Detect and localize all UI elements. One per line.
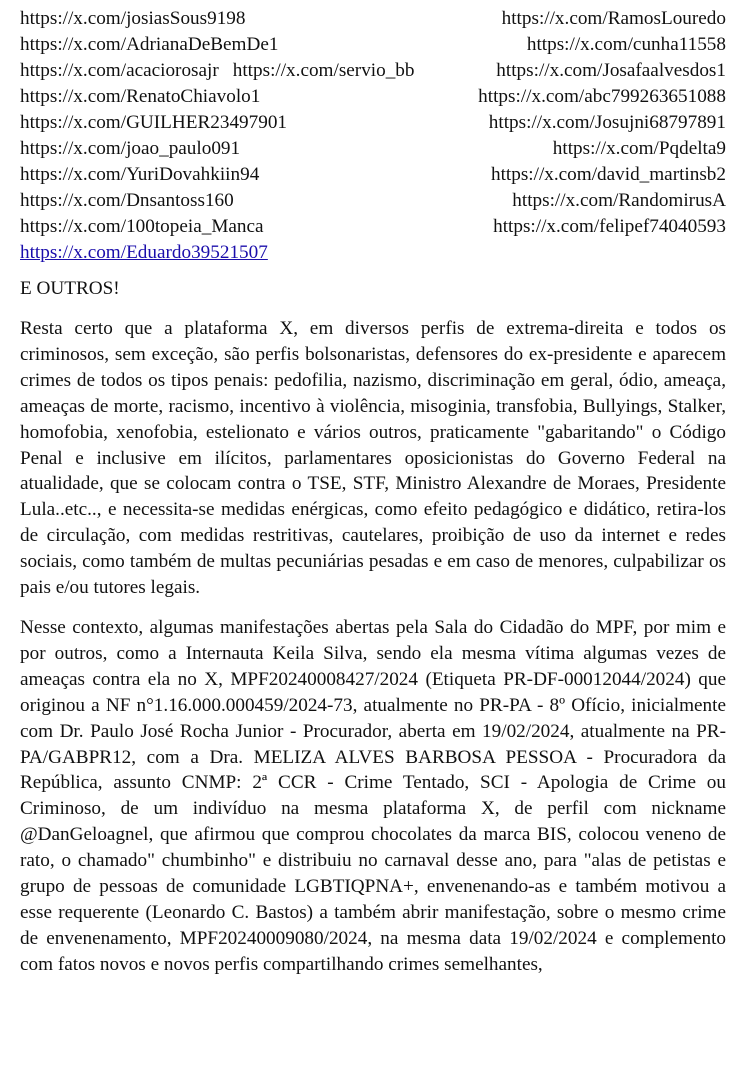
- others-heading: E OUTROS!: [20, 278, 120, 299]
- profile-link[interactable]: https://x.com/cunha11558: [526, 34, 726, 55]
- profile-hyperlink[interactable]: https://x.com/Eduardo39521507: [20, 242, 268, 263]
- profile-link[interactable]: https://x.com/100topeia_Manca: [20, 216, 264, 237]
- profile-link[interactable]: https://x.com/Dnsantoss160: [20, 190, 234, 211]
- profile-link[interactable]: https://x.com/felipef74040593: [493, 216, 726, 237]
- profile-link[interactable]: https://x.com/RenatoChiavolo1: [20, 86, 261, 107]
- link-row: [20, 214, 726, 240]
- profile-link[interactable]: https://x.com/YuriDovahkiin94: [20, 164, 260, 185]
- profile-link[interactable]: https://x.com/abc799263651088: [478, 86, 726, 107]
- link-row: [20, 6, 726, 32]
- link-row: [20, 136, 726, 162]
- profile-link[interactable]: https://x.com/david_martinsb2: [490, 164, 726, 185]
- profile-link[interactable]: https://x.com/RamosLouredo: [501, 8, 726, 29]
- body-paragraph-1: Resta certo que a plataforma X, em diversos perfis de extrema-direita e todos os criminosos, sem exceção, são perfis bolsonaristas, defensores do ex-presidente e aparecem crimes de todos os tipos penais: pedofilia, nazismo, discriminação em geral, ódio, ameaça, ameaças de morte, racismo, incentivo à violência, misoginia, transfobia, Bullyings, Stalker, homofobia, xenofobia, estelionato e vários outros, praticamente "gabaritando" o Código Penal e inclusive em ilícitos, parlamentares oposicionistas do Governo Federal na atualidade, que se colocam contra o TSE, STF, Ministro Alexandre de Moraes, Presidente Lula..etc.., e necessita-se medidas enérgicas, como efeito pedagógico e didático, retira-los de circulação, com medidas restritivas, cautelares, proibição de uso da internet e redes sociais, como também de multas pecuniárias pesadas e em caso de menores, culpabilizar os pais e/ou tutores legais.: [20, 318, 726, 599]
- profile-link[interactable]: https://x.com/josiasSous9198: [20, 8, 246, 29]
- body-paragraph-2: Nesse contexto, algumas manifestações abertas pela Sala do Cidadão do MPF, por mim e por outros, como a Internauta Keila Silva, sendo ela mesma vítima algumas vezes de ameaças contra ela no X, MPF20240008427/2024 (Etiqueta PR-DF-00012044/2024) que originou a NF n°1.16.000.000459/2024-73, atualmente no PR-PA - 8º Ofício, inicialmente com Dr. Paulo José Rocha Junior - Procurador, aberta em 19/02/2024, atualmente na PR-PA/GABPR12, com a Dra. MELIZA ALVES BARBOSA PESSOA - Procuradora da República, assunto CNMP: 2ª CCR - Crime Tentado, SCI - Apologia de Crime ou Criminoso, de um indivíduo na mesma plataforma X, de perfil com nickname @DanGeloagnel, que afirmou que comprou chocolates da marca BIS, colocou veneno de rato, o chamado" chumbinho" e distribuiu no carnaval desse ano, para "alas de petistas e grupo de pessoas de comunidade LGBTIQPNA+, envenenando-as e também motivou a esse requerente (Leonardo C. Bastos) a também abrir manifestação, sobre o mesmo crime de envenenamento, MPF20240009080/2024, na mesma data 19/02/2024 e complemento com fatos novos e novos perfis compartilhando crimes semelhantes,: [20, 616, 726, 975]
- profile-link[interactable]: https://x.com/AdrianaDeBemDe1: [20, 34, 279, 55]
- link-row: [20, 162, 726, 188]
- profile-link[interactable]: https://x.com/acaciorosajr: [20, 60, 219, 81]
- profile-link[interactable]: https://x.com/RandomirusA: [512, 190, 726, 211]
- profile-link[interactable]: https://x.com/GUILHER23497901: [20, 112, 288, 133]
- link-row: [20, 110, 726, 136]
- profile-link[interactable]: https://x.com/Pqdelta9: [552, 138, 726, 159]
- link-row: [20, 32, 726, 58]
- link-row: [20, 58, 726, 84]
- profile-links-list: [20, 0, 726, 266]
- link-row: [20, 84, 726, 110]
- link-row: [20, 188, 726, 214]
- profile-link[interactable]: https://x.com/joao_paulo091: [20, 138, 241, 159]
- profile-link[interactable]: https://x.com/Josafaalvesdos1: [496, 60, 726, 81]
- link-row: [20, 240, 726, 266]
- profile-link[interactable]: https://x.com/servio_bb: [232, 60, 415, 81]
- profile-link[interactable]: https://x.com/Josujni68797891: [488, 112, 726, 133]
